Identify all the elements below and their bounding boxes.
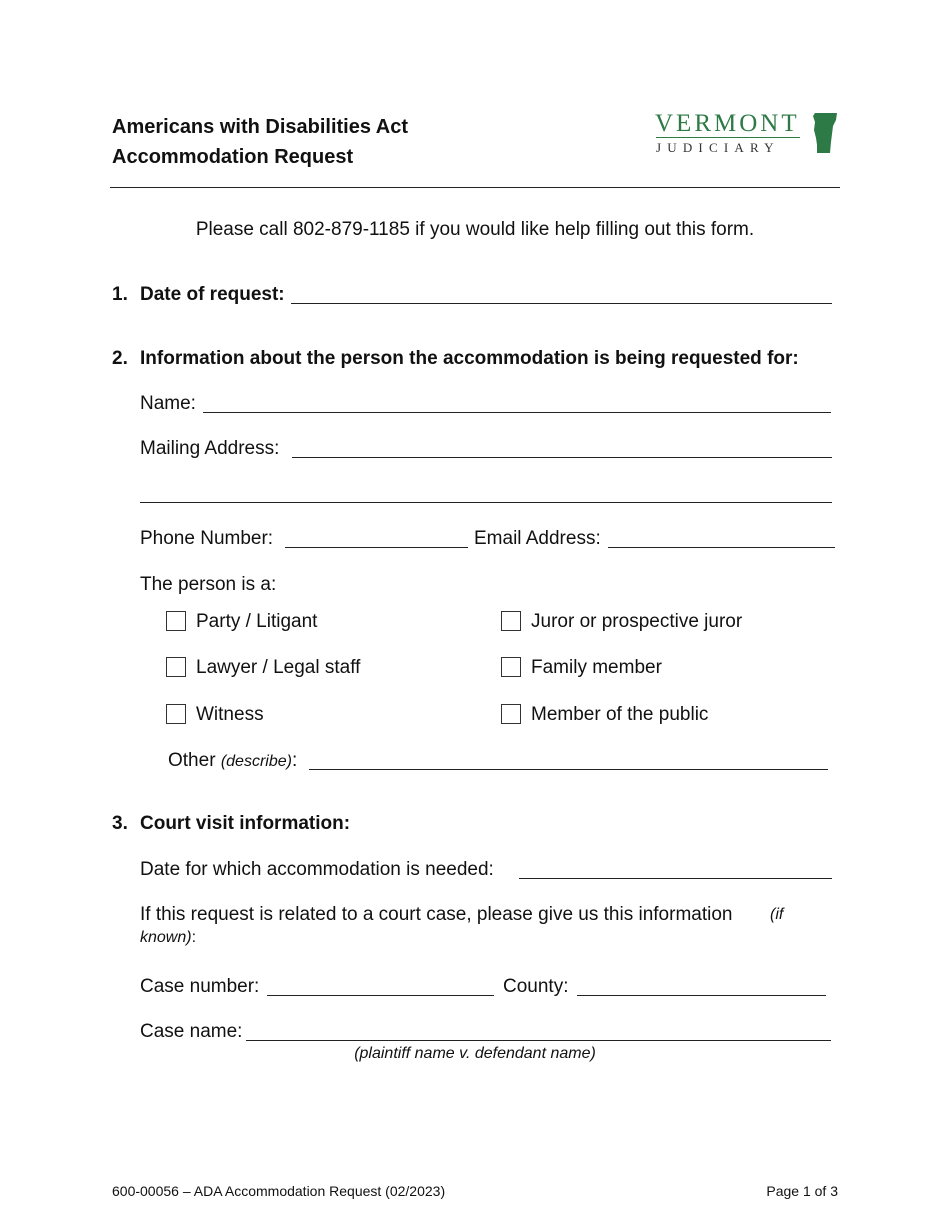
section-3-number: 3. [112, 813, 128, 834]
page-number: Page 1 of 3 [766, 1183, 838, 1199]
checkbox-juror[interactable] [501, 611, 521, 631]
other-describe-field[interactable] [309, 769, 828, 770]
form-id: 600-00056 – ADA Accommodation Request (02/2023) [112, 1183, 446, 1199]
section-1-label: Date of request: [140, 284, 285, 305]
accommodation-date-label: Date for which accommodation is needed: [140, 859, 494, 880]
if-known-hint-2: known): [140, 929, 197, 946]
logo-divider [656, 137, 800, 138]
email-field[interactable] [608, 547, 835, 548]
mailing-address-label: Mailing Address: [140, 438, 280, 459]
other-label: Other (describe): [168, 750, 298, 771]
case-number-field[interactable] [267, 995, 494, 996]
name-field[interactable] [203, 412, 831, 413]
case-related-text: If this request is related to a court case, please give us this information [140, 904, 733, 925]
logo-subtitle: JUDICIARY [656, 140, 780, 155]
county-label: County: [503, 976, 569, 997]
case-number-label: Case number: [140, 976, 260, 997]
county-field[interactable] [577, 995, 826, 996]
header-rule [110, 187, 840, 188]
section-1-number: 1. [112, 284, 128, 305]
email-label: Email Address: [474, 528, 601, 549]
option-label: Lawyer / Legal staff [196, 657, 361, 678]
phone-field[interactable] [285, 547, 468, 548]
checkbox-member-of-public[interactable] [501, 704, 521, 724]
help-text: Please call 802-879-1185 if you would like help filling out this form. [195, 219, 755, 240]
case-name-label: Case name: [140, 1021, 243, 1042]
accommodation-date-field[interactable] [519, 878, 832, 879]
checkbox-family-member[interactable] [501, 657, 521, 677]
section-3-heading: Court visit information: [140, 813, 351, 834]
vermont-map-icon [812, 112, 838, 154]
form-title-line2: Accommodation Request [112, 146, 354, 168]
date-of-request-field[interactable] [291, 303, 832, 304]
section-2-number: 2. [112, 348, 128, 369]
person-is-label: The person is a: [140, 574, 277, 595]
option-label: Juror or prospective juror [531, 611, 743, 632]
checkbox-party-litigant[interactable] [166, 611, 186, 631]
option-label: Family member [531, 657, 662, 678]
option-label: Witness [196, 704, 264, 725]
mailing-address-field[interactable] [292, 457, 832, 458]
name-label: Name: [140, 393, 196, 414]
checkbox-witness[interactable] [166, 704, 186, 724]
other-hint: (describe) [220, 753, 292, 770]
if-known-hint: (if [770, 906, 784, 923]
checkbox-lawyer[interactable] [166, 657, 186, 677]
phone-label: Phone Number: [140, 528, 274, 549]
section-2-heading: Information about the person the accommodation is being requested for: [140, 348, 799, 369]
logo-wordmark: VERMONT [655, 110, 800, 137]
case-name-hint: (plaintiff name v. defendant name) [354, 1045, 596, 1062]
option-label: Party / Litigant [196, 611, 318, 632]
form-title-line1: Americans with Disabilities Act [112, 116, 409, 138]
option-label: Member of the public [531, 704, 709, 725]
mailing-address-field-line2[interactable] [140, 502, 832, 503]
case-name-field[interactable] [246, 1040, 831, 1041]
